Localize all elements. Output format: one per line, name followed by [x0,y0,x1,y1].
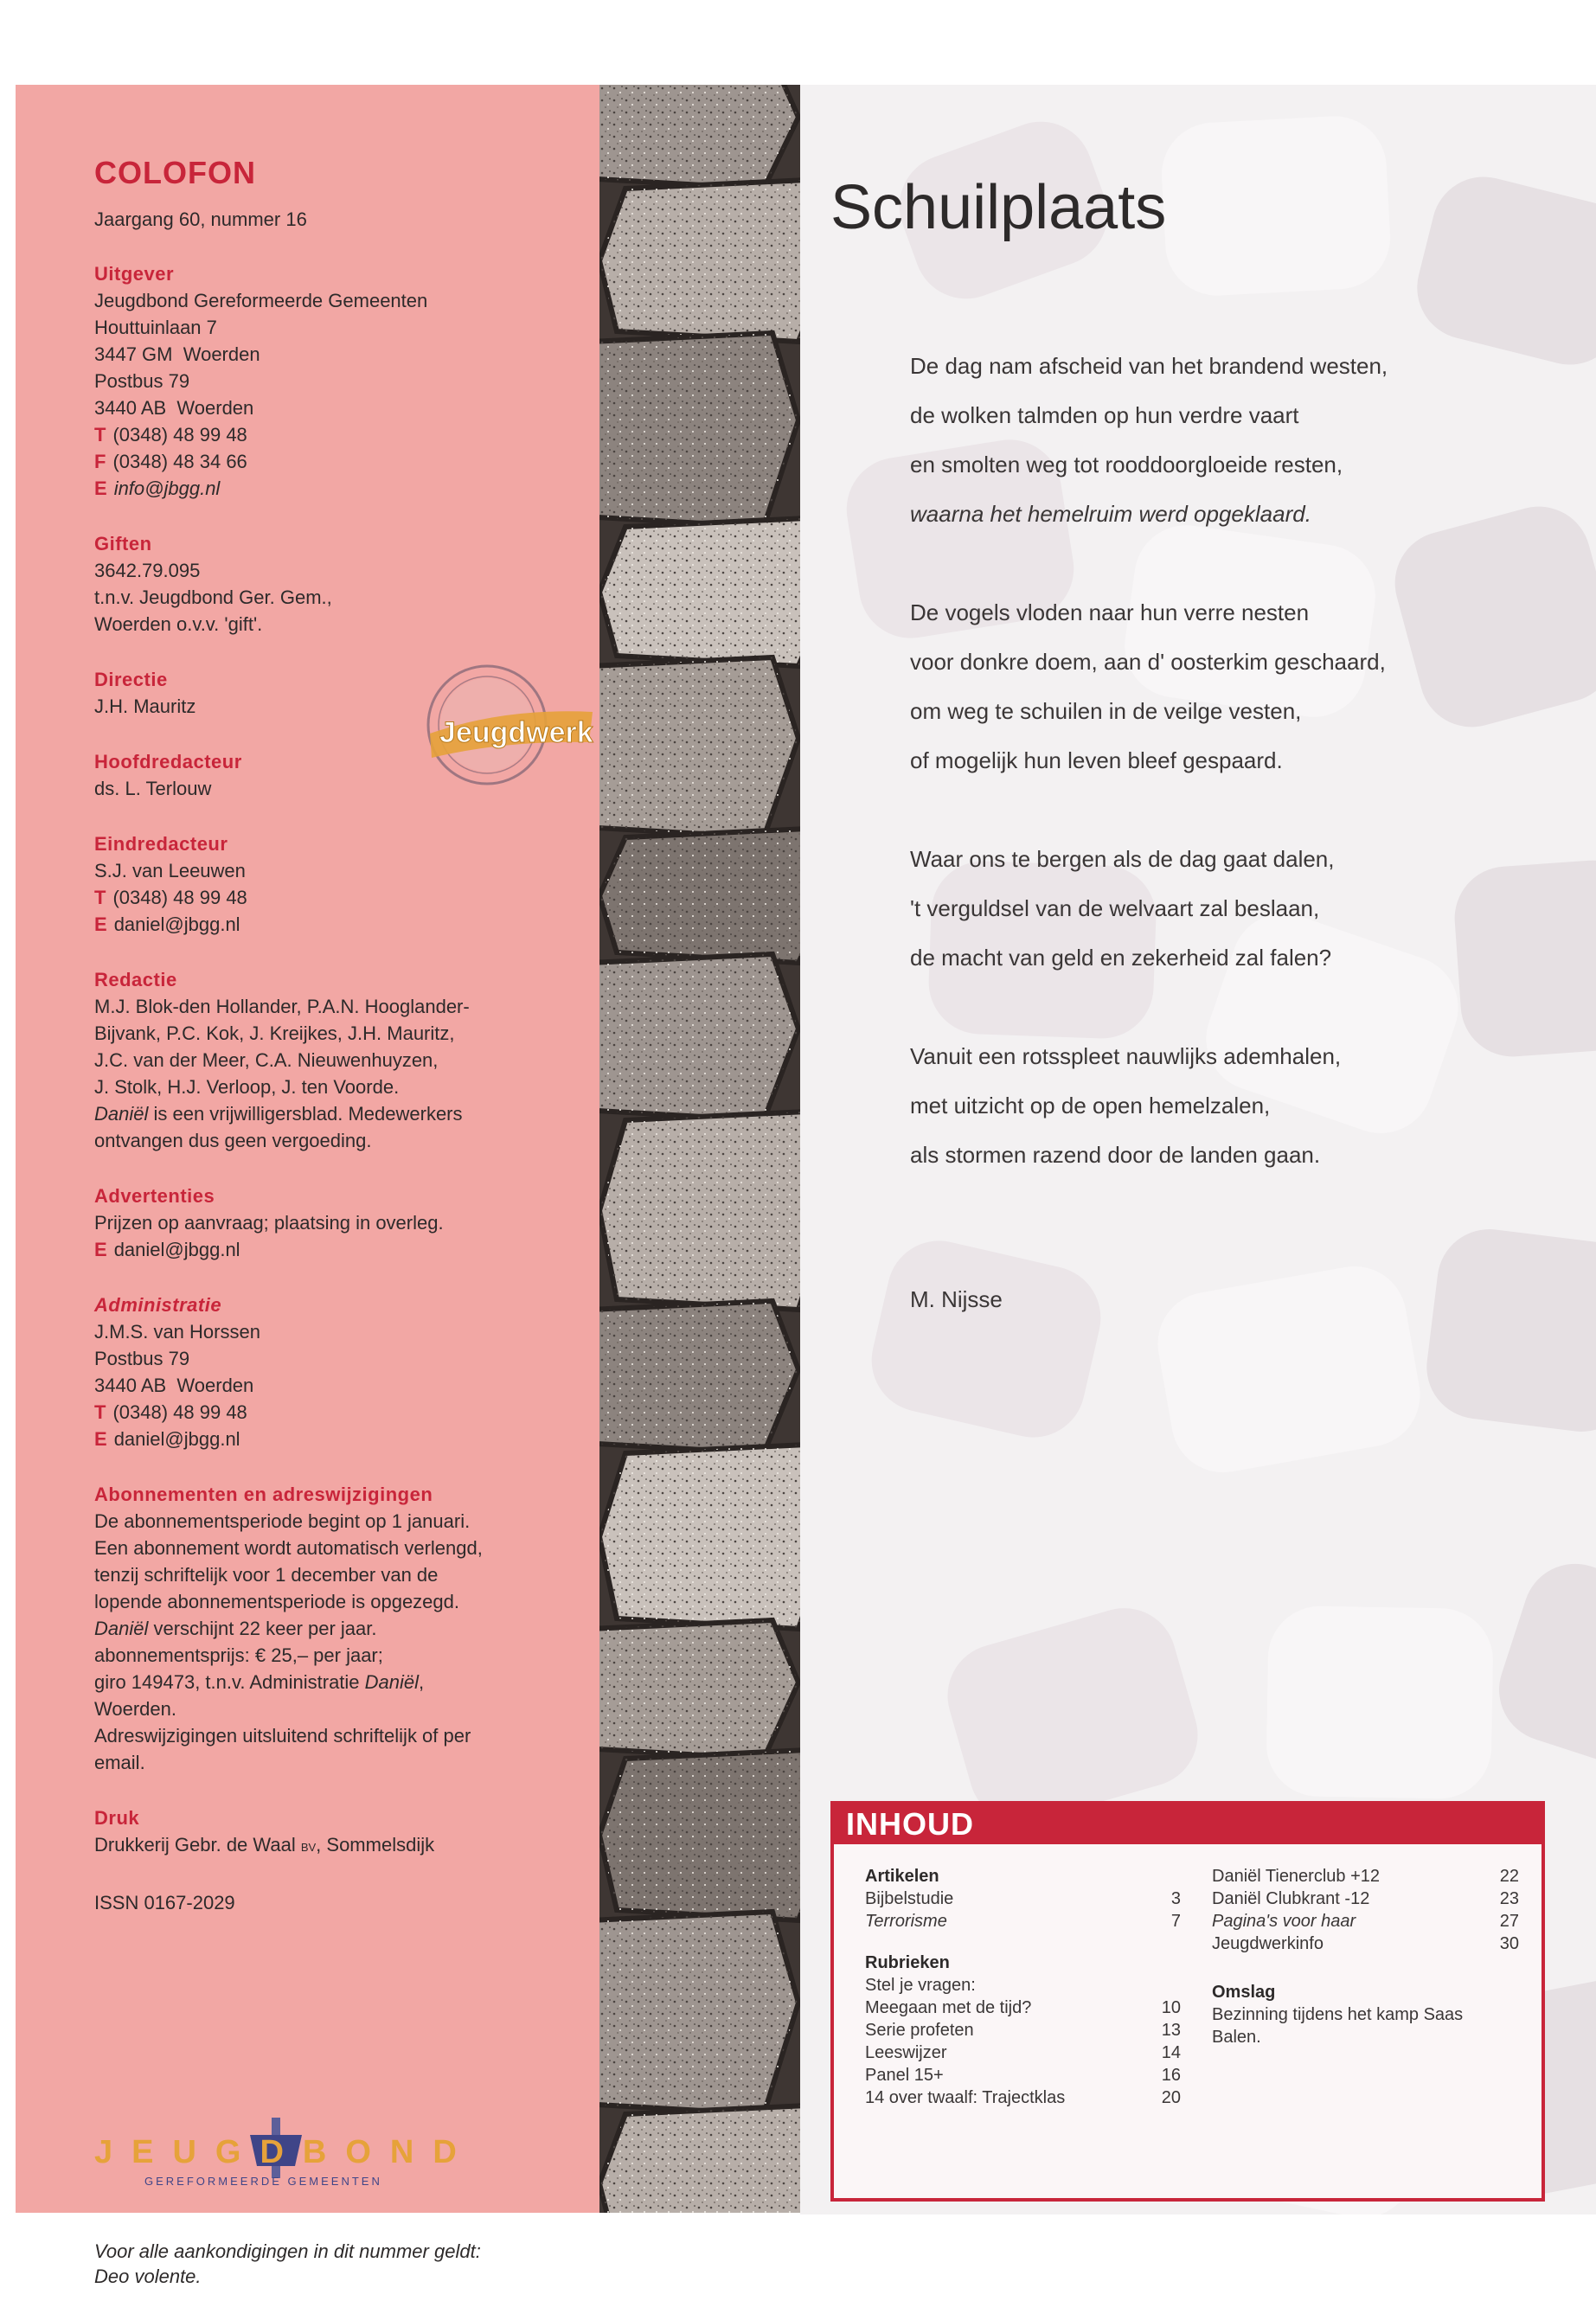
abonnementen-line: lopende abonnementsperiode is opgezegd. [94,1591,459,1612]
poem-line: De dag nam afscheid van het brandend westen, [910,353,1388,379]
administratie-line: J.M.S. van Horssen [94,1321,260,1343]
redactie-line: Bijvank, P.C. Kok, J. Kreijkes, J.H. Mauritz, [94,1022,455,1044]
poem-line: om weg te schuilen in de veilge vesten, [910,698,1302,724]
toc-header-bar [834,1804,1542,1844]
toc-title: INHOUD [846,1806,974,1842]
granite-texture [599,518,800,666]
giften-line: Woerden o.v.v. 'gift'. [94,613,263,635]
hoofdredacteur-heading: Hoofdredacteur [94,751,242,772]
uitgever-line: 3440 AB Woerden [94,397,254,419]
poem-line: voor donkre doem, aan d' oosterkim geschaard, [910,649,1386,675]
granite-texture [599,657,798,837]
jeugdwerk-stamp [401,647,599,803]
toc-artikelen-heading: Artikelen [865,1867,939,1886]
giften-section [94,530,596,638]
advertenties-email[interactable]: E daniel@jbgg.nl [94,1239,240,1260]
abonnementen-section [94,1481,596,1776]
uitgever-line: Jeugdbond Gereformeerde Gemeenten [94,290,428,311]
administratie-heading: Administratie [94,1294,222,1316]
hoofdredacteur-name: ds. L. Terlouw [94,778,212,799]
uitgever-section [94,260,596,502]
eindredacteur-name: S.J. van Leeuwen [94,860,246,881]
stamp-wordmark: Jeugdwerk [439,716,593,749]
poem-line: Vanuit een rotsspleet nauwlijks ademhalen, [910,1043,1342,1069]
table-of-contents [830,1801,1545,2202]
deo-line: Voor alle aankondigingen in dit nummer geldt: [94,2240,481,2262]
advertenties-text: Prijzen op aanvraag; plaatsing in overleg. [94,1212,444,1234]
redactie-line: J. Stolk, H.J. Verloop, J. ten Voorde. [94,1076,400,1098]
toc-entry[interactable]: Terrorisme 7 [865,1912,1181,1931]
poem-line: als stormen razend door de landen gaan. [910,1142,1321,1168]
toc-entry[interactable]: 14 over twaalf: Trajectklas 20 [865,2088,1181,2107]
issn: ISSN 0167-2029 [94,1892,235,1913]
abonnementen-line: Adreswijzigingen uitsluitend schriftelijk of per [94,1725,471,1747]
toc-entry[interactable]: Daniël Tienerclub +12 22 [1212,1867,1519,1886]
deo-volente-note [94,2239,596,2289]
poem-line: met uitzicht op de open hemelzalen, [910,1093,1271,1118]
eindredacteur-section [94,830,596,938]
toc-right-column [1212,1865,1519,2048]
toc-omslag-heading: Omslag [1212,1983,1276,2002]
poem-stanza [910,1032,1585,1180]
directie-name: J.H. Mauritz [94,695,196,717]
poem-stanza [910,342,1585,539]
toc-entry[interactable]: Meegaan met de tijd? 10 [865,1998,1181,2017]
toc-rubrieken-intro: Stel je vragen: [865,1976,976,1995]
uitgever-line: Postbus 79 [94,370,190,392]
abonnementen-line: tenzij schriftelijk voor 1 december van de [94,1564,439,1586]
toc-omslag-text: Bezinning tijdens het kamp Saas [1212,2005,1464,2024]
eindredacteur-email[interactable]: E daniel@jbgg.nl [94,913,240,935]
logo-subtitle: GEREFORMEERDE GEMEENTEN [144,2175,382,2188]
giften-line: t.n.v. Jeugdbond Ger. Gem., [94,586,332,608]
uitgever-heading: Uitgever [94,263,175,285]
pale-stone [1159,113,1393,298]
abonnementen-line: Daniël verschijnt 22 keer per jaar. [94,1618,377,1639]
advertenties-section [94,1183,596,1263]
abonnementen-heading: Abonnementen en adreswijzigingen [94,1484,433,1505]
poem-stanza [910,588,1585,785]
toc-omslag-text: Balen. [1212,2028,1261,2047]
pale-stone [1266,1606,1494,1800]
redactie-note: Daniël is een vrijwilligersblad. Medewerkers [94,1103,463,1125]
toc-entry[interactable]: Pagina's voor haar 27 [1212,1912,1519,1931]
giften-line: 3642.79.095 [94,560,201,581]
granite-texture [599,1912,798,2114]
poem-line: en smolten weg tot rooddoorgloeide resten, [910,452,1343,478]
issue-number: Jaargang 60, nummer 16 [94,208,307,230]
toc-entry[interactable]: Serie profeten 13 [865,2021,1181,2040]
redactie-section [94,966,596,1154]
administratie-phone: T (0348) 48 99 48 [94,1401,247,1423]
granite-texture [599,1301,798,1453]
giften-heading: Giften [94,533,152,554]
abonnementen-line: giro 149473, t.n.v. Administratie Daniël, [94,1671,425,1693]
pale-stone [1420,1223,1596,1438]
colofon-column [16,85,602,2287]
deo-line: Deo volente. [94,2266,202,2287]
toc-entry[interactable]: Jeugdwerkinfo 30 [1212,1934,1519,1953]
redactie-line: J.C. van der Meer, C.A. Nieuwenhuyzen, [94,1049,439,1071]
jeugdbond-logo [94,2118,510,2195]
eindredacteur-heading: Eindredacteur [94,833,228,855]
abonnementen-line: De abonnementsperiode begint op 1 januari. [94,1510,471,1532]
poem-line: waarna het hemelruim werd opgeklaard. [910,501,1311,527]
toc-rubrieken-heading: Rubrieken [865,1953,950,1972]
redactie-note-2: ontvangen dus geen vergoeding. [94,1130,372,1151]
granite-texture [599,85,798,189]
granite-texture [599,180,800,342]
administratie-email[interactable]: E daniel@jbgg.nl [94,1428,240,1450]
colofon-title: COLOFON [94,155,256,190]
granite-texture [599,954,798,1120]
uitgever-fax: F (0348) 48 34 66 [94,451,247,472]
uitgever-line: 3447 GM Woerden [94,343,260,365]
abonnementen-line: Een abonnement wordt automatisch verlengd, [94,1537,483,1559]
granite-texture [599,829,800,963]
administratie-section [94,1292,596,1452]
granite-texture [599,1112,800,1310]
administratie-line: 3440 AB Woerden [94,1375,254,1396]
poem-line: Waar ons te bergen als de dag gaat dalen, [910,846,1335,872]
abonnementen-line: abonnementsprijs: € 25,– per jaar; [94,1644,383,1666]
uitgever-phone: T (0348) 48 99 48 [94,424,247,445]
eindredacteur-phone: T (0348) 48 99 48 [94,887,247,908]
logo-wordmark: JEUGDBOND [94,2134,476,2170]
toc-entry[interactable]: Bijbelstudie 3 [865,1889,1181,1908]
poem-line: of mogelijk hun leven bleef gespaard. [910,747,1283,773]
poem-author: M. Nijsse [910,1286,1003,1312]
granite-texture [599,1620,798,1759]
poem-title: Schuilplaats [830,173,1167,242]
poem-line: De vogels vloden naar hun verre nesten [910,599,1310,625]
redactie-heading: Redactie [94,969,177,990]
abonnementen-line: Woerden. [94,1698,176,1720]
poem-body [910,342,1585,1229]
druk-text: Drukkerij Gebr. de Waal BV, Sommelsdijk [94,1834,435,1856]
granite-stones-photo [599,85,800,2213]
granite-texture [599,1445,800,1629]
toc-entry[interactable]: Panel 15+ 16 [865,2066,1181,2085]
uitgever-line: Houttuinlaan 7 [94,317,217,338]
uitgever-email[interactable]: E info@jbgg.nl [94,478,221,499]
administratie-line: Postbus 79 [94,1348,190,1369]
poem-line: de wolken talmden op hun verdre vaart [910,402,1299,428]
toc-entry[interactable]: Daniël Clubkrant -12 23 [1212,1889,1519,1908]
toc-left-column [865,1865,1181,2109]
poem-line: 't verguldsel van de welvaart zal beslaan, [910,895,1320,921]
poem-stanza [910,835,1585,983]
druk-heading: Druk [94,1807,140,1829]
abonnementen-line: email. [94,1752,145,1773]
poem-line: de macht van geld en zekerheid zal falen? [910,945,1332,971]
granite-texture [599,333,798,527]
directie-heading: Directie [94,669,168,690]
granite-texture [599,2106,800,2213]
advertenties-heading: Advertenties [94,1185,215,1207]
granite-texture [599,1750,800,1920]
redactie-line: M.J. Blok-den Hollander, P.A.N. Hooglander- [94,996,470,1017]
toc-entry[interactable]: Leeswijzer 14 [865,2043,1181,2062]
druk-section [94,1804,596,1861]
